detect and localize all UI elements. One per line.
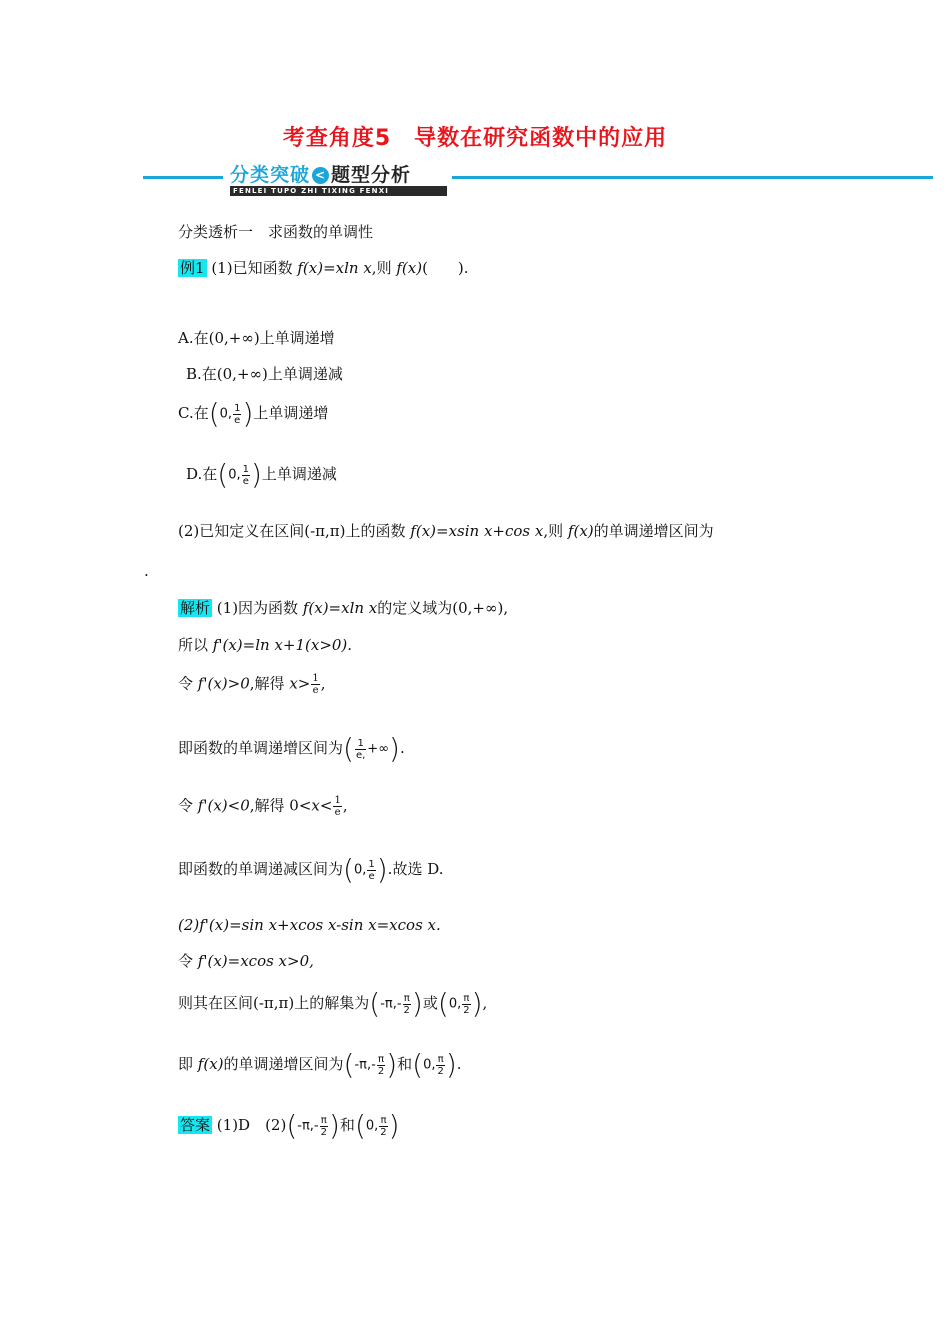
interval-neg-pi: (-π,- $\frac{\pi}{2}$ ) [343,1048,398,1081]
chevron-left-icon: < [312,167,329,184]
section-banner [224,160,446,197]
banner-line-left [143,176,223,179]
option-c: C.在(0, $\frac{1}{e}$ )上单调递增 [178,397,329,430]
banner-title: 分类突破 < 题型分析 [230,164,412,186]
interval-neg-pi: (-π,- $\frac{\pi}{2}$ ) [286,1109,340,1142]
solution-line-2: 所以 f'(x)=ln x+1(x>0). [178,636,353,654]
interval-0-1-e: (0, $\frac{1}{e}$ ) [343,853,388,886]
solution-tag: 解析 [180,599,211,617]
example-question-2: (2)已知定义在区间(-π,π)上的函数 f(x)=xsin x+cos x,则 f(x)的单调递增区间为 [178,522,714,540]
interval-neg-pi: (-π,- $\frac{\pi}{2}$ ) [369,987,423,1020]
solution-line-4: 即函数的单调递增区间为( $\frac{1}{e,}$ +∞). [178,732,405,765]
solution-line-9: 则其在区间(-π,π)上的解集为(-π,- $\frac{\pi}{2}$ )或(0, $\frac{\pi}{2}$ ), [178,987,488,1020]
solution-line-8: 令 f'(x)=xcos x>0, [178,952,314,970]
solution-line-7: (2)f'(x)=sin x+xcos x-sin x=xcos x. [178,916,441,934]
option-a: A.在(0,+∞)上单调递增 [178,329,335,347]
solution-line-3: 令 f'(x)>0,解得 x> $\frac{1}{e}$ , [178,673,326,696]
answer-blank-dot: . [144,562,149,580]
example-question-1: 例1 (1)已知函数 f(x)=xln x,则 f(x)( ). [180,259,469,277]
answer-tag: 答案 [180,1116,211,1134]
banner-line-right [452,176,933,179]
interval-0-1-e: (0, $\frac{1}{e}$ ) [217,458,262,491]
solution-line-5: 令 f'(x)<0,解得 0<x< $\frac{1}{e}$ , [178,795,348,818]
banner-subtitle: FENLEI TUPO ZHI TIXING FENXI [230,186,447,196]
solution-line-10: 即 f(x)的单调递增区间为(-π,- $\frac{\pi}{2}$ )和(0, $\frac{\pi}{2}$ ). [178,1048,462,1081]
example-tag: 例1 [180,259,205,277]
solution-line-1: 解析 (1)因为函数 f(x)=xln x的定义域为(0,+∞), [180,599,509,617]
interval-0-pi-2: (0, $\frac{\pi}{2}$ ) [412,1048,457,1081]
answer-line: 答案 (1)D (2)(-π,- $\frac{\pi}{2}$ )和(0, $\frac{\pi}{2}$ ) [180,1109,400,1142]
interval-0-pi-2: (0, $\frac{\pi}{2}$ ) [437,987,483,1020]
interval-0-pi-2: (0, $\frac{\pi}{2}$ ) [354,1109,400,1142]
interval-0-1-e: (0, $\frac{1}{e}$ ) [208,397,254,430]
solution-line-6: 即函数的单调递减区间为(0, $\frac{1}{e}$ ).故选 D. [178,853,444,886]
interval-1-e-inf: ( $\frac{1}{e,}$ +∞) [343,732,400,765]
option-d: D.在(0, $\frac{1}{e}$ )上单调递减 [186,458,337,491]
page-title: 考查角度5 导数在研究函数中的应用 [282,126,668,151]
section-heading: 分类透析一 求函数的单调性 [178,223,374,241]
option-b: B.在(0,+∞)上单调递减 [186,365,343,383]
